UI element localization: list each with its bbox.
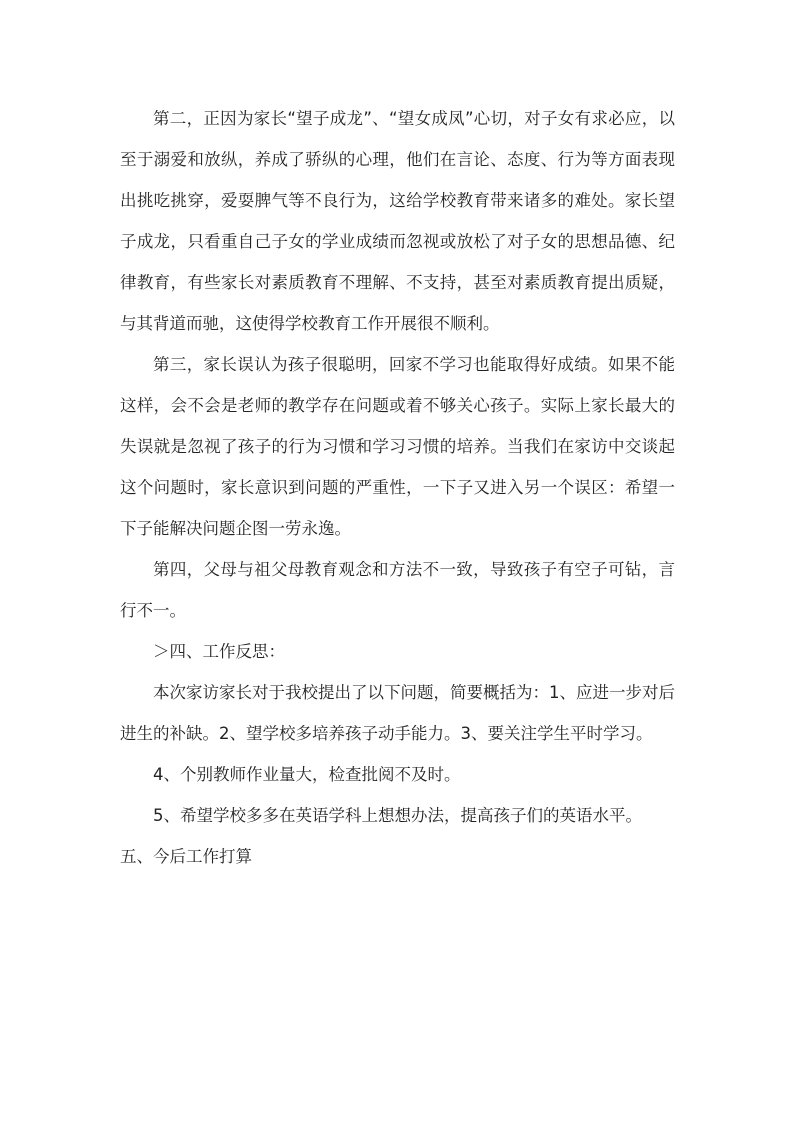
paragraph-reflection-summary: 本次家访家长对于我校提出了以下问题，简要概括为：1、应进一步对后进生的补缺。2、望学校多培养孩子动手能力。3、要关注学生平时学习。	[120, 683, 675, 743]
paragraph-second-point: 第二，正因为家长“望子成龙”、“望女成凤”心切，对子女有求必应，以至于溺爱和放纵，养成了骄纵的心理，他们在言论、态度、行为等方面表现出挑吃挑穿，爱耍脾气等不良行为，这给学校教育带来诸多的难处。家长望子成龙，只看重自己子女的学业成绩而忽视或放松了对子女的思想品德、纪律教育，有些家长对素质教育不理解、不支持，甚至对素质教育提出质疑，与其背道而驰，这使得学校教育工作开展很不顺利。	[120, 109, 675, 333]
paragraph-reflection-item-4: 4、个别教师作业量大，检查批阅不及时。	[153, 765, 461, 784]
section-heading-work-reflection: ＞四、工作反思：	[153, 642, 285, 661]
document-body	[120, 98, 675, 877]
paragraph-third-point: 第三，家长误认为孩子很聪明，回家不学习也能取得好成绩。如果不能这样，会不会是老师的教学存在问题或着不够关心孩子。实际上家长最大的失误就是忽视了孩子的行为习惯和学习习惯的培养。当我们在家访中交谈起这个问题时，家长意识到问题的严重性，一下子又进入另一个误区：希望一下子能解决问题企图一劳永逸。	[120, 355, 675, 538]
section-heading-future-plan: 五、今后工作打算	[120, 847, 252, 866]
paragraph-reflection-item-5: 5、希望学校多多在英语学科上想想办法，提高孩子们的英语水平。	[153, 806, 642, 825]
paragraph-fourth-point: 第四，父母与祖父母教育观念和方法不一致，导致孩子有空子可钻，言行不一。	[120, 560, 675, 620]
